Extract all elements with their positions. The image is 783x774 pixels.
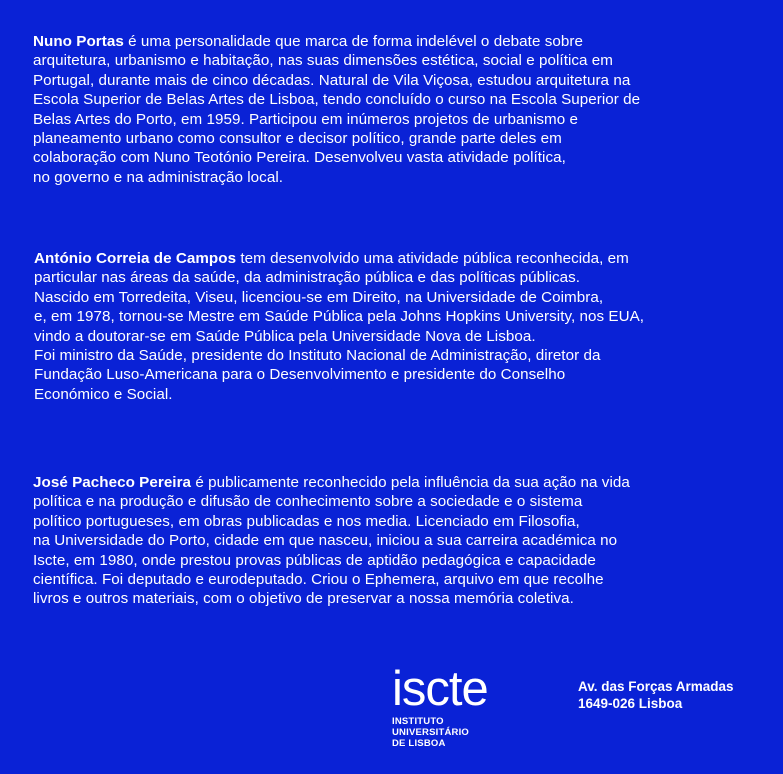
bio-line: política e na produção e difusão de conhecimento sobre a sociedade e o sistema (33, 493, 583, 511)
address (578, 678, 734, 712)
bio-line: planeamento urbano como consultor e decisor político, grande parte deles em (33, 130, 562, 148)
bio-line: arquitetura, urbanismo e habitação, nas suas dimensões estética, social e política em (33, 52, 614, 70)
bio-line: Escola Superior de Belas Artes de Lisboa, tendo concluído o curso na Escola Superior de (33, 91, 641, 109)
logo-subtitle-line: UNIVERSITÁRIO (392, 727, 470, 738)
bio-line: Foi ministro da Saúde, presidente do Instituto Nacional de Administração, diretor da (34, 347, 601, 365)
bio-line: Portugal, durante mais de cinco décadas. Natural de Vila Viçosa, estudou arquitetura na (33, 71, 631, 89)
bio-jose-pacheco-pereira (33, 473, 758, 609)
iscte-logo (392, 662, 537, 749)
bio-line: colaboração com Nuno Teotónio Pereira. Desenvolveu vasta atividade política, (33, 149, 566, 167)
bio-antonio-correia-de-campos (34, 249, 759, 404)
bio-line: Belas Artes do Porto, em 1959. Participou em inúmeros projetos de urbanismo e (33, 110, 578, 128)
bio-line: particular nas áreas da saúde, da administração pública e das políticas públicas. (34, 269, 581, 287)
bio-line: na Universidade do Porto, cidade em que nasceu, iniciou a sua carreira académica no (33, 532, 618, 550)
bio-line: científica. Foi deputado e eurodeputado. Criou o Ephemera, arquivo em que recolhe (33, 571, 604, 589)
bio-line: e, em 1978, tornou-se Mestre em Saúde Pública pela Johns Hopkins University, nos EUA, (34, 308, 645, 326)
address-street: Av. das Forças Armadas (578, 679, 734, 694)
bio-name: José Pacheco Pereira (33, 474, 192, 491)
bio-line: Iscte, em 1980, onde prestou provas públicas de aptidão pedagógica e capacidade (33, 551, 596, 569)
bio-name: António Correia de Campos (34, 250, 237, 267)
bio-nuno-portas (33, 32, 758, 187)
logo-subtitle-line: DE LISBOA (392, 738, 446, 749)
logo-wordmark: iscte (392, 662, 488, 716)
bio-line: livros e outros materiais, com o objetivo de preservar a nossa memória coletiva. (33, 590, 574, 608)
bio-line: é publicamente reconhecido pela influência da sua ação na vida (191, 474, 630, 491)
bio-line: é uma personalidade que marca de forma indelével o debate sobre (123, 33, 583, 50)
logo-subtitle (392, 716, 537, 749)
bio-line: no governo e na administração local. (33, 168, 284, 186)
bio-line: político portugueses, em obras publicadas e nos media. Licenciado em Filosofia, (33, 512, 580, 530)
bio-name: Nuno Portas (33, 33, 124, 50)
bio-line: Económico e Social. (34, 385, 173, 403)
bio-line: Nascido em Torredeita, Viseu, licenciou-se em Direito, na Universidade de Coimbra, (34, 288, 604, 306)
bio-line: vindo a doutorar-se em Saúde Pública pela Universidade Nova de Lisboa. (34, 327, 536, 345)
bio-line: Fundação Luso-Americana para o Desenvolvimento e presidente do Conselho (34, 366, 566, 384)
address-postal: 1649-026 Lisboa (578, 696, 683, 711)
bio-line: tem desenvolvido uma atividade pública reconhecida, em (236, 250, 629, 267)
logo-subtitle-line: INSTITUTO (392, 716, 444, 727)
